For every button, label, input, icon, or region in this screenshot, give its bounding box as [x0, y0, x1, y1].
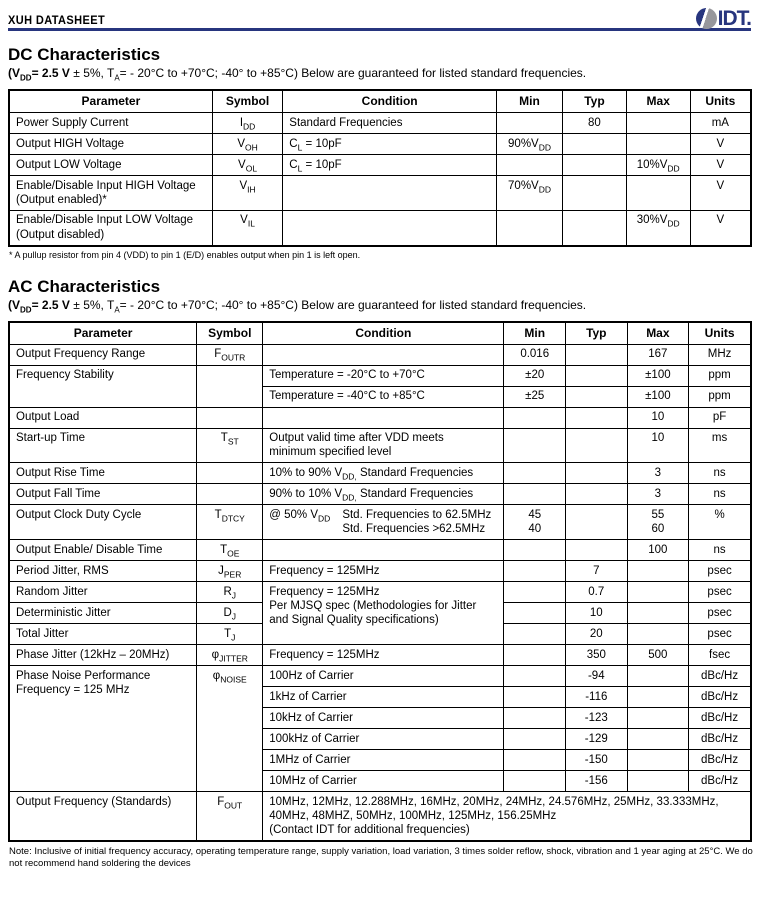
parameter-cell: Start-up Time: [9, 428, 197, 463]
symbol-cell: $F_{OUT}$: [197, 792, 263, 842]
max-cell: 167: [627, 344, 689, 365]
typ-cell: [566, 463, 628, 484]
parameter-cell: Deterministic Jitter: [9, 603, 197, 624]
symbol-cell: $V_{OL}$: [212, 155, 282, 176]
col-parameter: Parameter: [9, 90, 212, 113]
units-cell: ppm: [689, 365, 751, 386]
units-cell: dBc/Hz: [689, 687, 751, 708]
max-cell: [627, 729, 689, 750]
symbol-cell: [197, 463, 263, 484]
typ-cell: 0.7: [566, 582, 628, 603]
condition-cell: 1MHz of Carrier: [263, 750, 504, 771]
min-cell: [504, 428, 566, 463]
units-cell: dBc/Hz: [689, 771, 751, 792]
ac-section-title: AC Characteristics: [8, 276, 161, 296]
condition-cell: [263, 540, 504, 561]
max-cell: [627, 708, 689, 729]
min-cell: [504, 729, 566, 750]
min-cell: ±20: [504, 365, 566, 386]
condition-cell: 10kHz of Carrier: [263, 708, 504, 729]
units-cell: V: [690, 176, 751, 211]
typ-cell: -129: [566, 729, 628, 750]
condition-cell: 10MHz of Carrier: [263, 771, 504, 792]
condition-cell: 100kHz of Carrier: [263, 729, 504, 750]
symbol-cell: [197, 484, 263, 505]
table-row: [9, 582, 751, 603]
typ-cell: -156: [566, 771, 628, 792]
max-cell: [626, 113, 690, 134]
parameter-cell: Output Frequency Range: [9, 344, 197, 365]
max-cell: 3: [627, 484, 689, 505]
condition-cell: [283, 176, 497, 211]
units-cell: dBc/Hz: [689, 666, 751, 687]
idt-logo-icon: [696, 8, 717, 29]
condition-cell: $C_L = 10pF$: [283, 134, 497, 155]
min-cell: [504, 687, 566, 708]
symbol-cell: $\varphi_{JITTER}$: [197, 645, 263, 666]
symbol-cell: $V_{OH}$: [212, 134, 282, 155]
units-cell: ns: [689, 463, 751, 484]
typ-cell: 7: [566, 561, 628, 582]
min-cell: [504, 708, 566, 729]
typ-cell: [563, 155, 627, 176]
col-max: Max: [627, 322, 689, 345]
max-cell: 10: [627, 428, 689, 463]
units-cell: psec: [689, 582, 751, 603]
symbol-cell: [197, 407, 263, 428]
page-header: [8, 8, 751, 31]
min-cell: 45 40: [504, 505, 566, 540]
table-row: [9, 505, 751, 540]
condition-cell: Frequency = 125MHz: [263, 645, 504, 666]
table-row: [9, 484, 751, 505]
dc-section-subtitle: ($V_{DD}= 2.5$ V ± 5%, $T_A= - 20^\circ C$ to +70°C; -40° to +85°C) Below are guaranteed for listed standard frequencies.: [8, 66, 587, 83]
max-cell: $10\%V_{DD}$: [626, 155, 690, 176]
parameter-cell: Phase Jitter (12kHz – 20MHz): [9, 645, 197, 666]
max-cell: 500: [627, 645, 689, 666]
max-cell: 10: [627, 407, 689, 428]
typ-cell: 350: [566, 645, 628, 666]
parameter-cell: Output Fall Time: [9, 484, 197, 505]
document-title: XUH DATASHEET: [8, 14, 106, 28]
condition-cell: 100Hz of Carrier: [263, 666, 504, 687]
col-typ: Typ: [566, 322, 628, 345]
symbol-cell: $D_J$: [197, 603, 263, 624]
parameter-cell: Output Load: [9, 407, 197, 428]
typ-cell: -123: [566, 708, 628, 729]
min-cell: [497, 113, 563, 134]
condition-cell: [263, 505, 504, 540]
condition-cell: Standard Frequencies: [283, 113, 497, 134]
units-cell: dBc/Hz: [689, 708, 751, 729]
table-row: [9, 365, 751, 386]
max-cell: [627, 624, 689, 645]
parameter-cell: Output HIGH Voltage: [9, 134, 212, 155]
units-cell: ms: [689, 428, 751, 463]
condition-cell: 10MHz, 12MHz, 12.288MHz, 16MHz, 20MHz, 24MHz, 24.576MHz, 25MHz, 33.333MHz, 40MHz, 48MHZ, 50MHz, 100MHz, 125MHz, 156.25MHz (Contact IDT for additional frequencies): [263, 792, 751, 842]
max-cell: [626, 134, 690, 155]
condition-cell: $C_L = 10pF$: [283, 155, 497, 176]
parameter-cell: Enable/Disable Input HIGH Voltage (Output enabled)*: [9, 176, 212, 211]
table-row: [9, 210, 751, 245]
table-row: [9, 407, 751, 428]
min-cell: [497, 155, 563, 176]
typ-cell: [566, 365, 628, 386]
min-cell: [504, 750, 566, 771]
table-row: [9, 792, 751, 842]
units-cell: fsec: [689, 645, 751, 666]
col-min: Min: [497, 90, 563, 113]
typ-cell: [566, 407, 628, 428]
symbol-cell: $F_{OUTR}$: [197, 344, 263, 365]
table-row: [9, 428, 751, 463]
max-cell: [627, 582, 689, 603]
min-cell: [504, 540, 566, 561]
typ-cell: [566, 344, 628, 365]
symbol-cell: $T_{DTCY}$: [197, 505, 263, 540]
dc-header-row: [9, 90, 751, 113]
dc-section-title: DC Characteristics: [8, 45, 161, 64]
col-min: Min: [504, 322, 566, 345]
table-row: [9, 540, 751, 561]
col-parameter: Parameter: [9, 322, 197, 345]
parameter-cell: Phase Noise Performance Frequency = 125 MHz: [9, 666, 197, 792]
col-condition: Condition: [263, 322, 504, 345]
typ-cell: [563, 134, 627, 155]
duty-condition-right: Std. Frequencies to 62.5MHz Std. Frequencies >62.5MHz: [342, 508, 492, 536]
table-row: [9, 134, 751, 155]
condition-cell: Temperature = -40°C to +85°C: [263, 386, 504, 407]
parameter-cell: Output Rise Time: [9, 463, 197, 484]
symbol-cell: $J_{PER}$: [197, 561, 263, 582]
typ-cell: 80: [563, 113, 627, 134]
symbol-cell: $T_{ST}$: [197, 428, 263, 463]
min-cell: [497, 210, 563, 245]
parameter-cell: Enable/Disable Input LOW Voltage (Output disabled): [9, 210, 212, 245]
min-cell: [504, 624, 566, 645]
max-cell: 100: [627, 540, 689, 561]
symbol-cell: $\varphi_{NOISE}$: [197, 666, 263, 792]
parameter-cell: Output Enable/ Disable Time: [9, 540, 197, 561]
typ-cell: 10: [566, 603, 628, 624]
min-cell: ±25: [504, 386, 566, 407]
dc-characteristics-table: [8, 89, 752, 247]
symbol-cell: $T_J$: [197, 624, 263, 645]
max-cell: 55 60: [627, 505, 689, 540]
ac-characteristics-table: [8, 321, 752, 843]
condition-cell: Frequency = 125MHz Per MJSQ spec (Methodologies for Jitter and Signal Quality specifications): [263, 582, 504, 645]
max-cell: ±100: [627, 386, 689, 407]
min-cell: [504, 645, 566, 666]
units-cell: psec: [689, 624, 751, 645]
max-cell: 3: [627, 463, 689, 484]
min-cell: [504, 463, 566, 484]
col-symbol: Symbol: [197, 322, 263, 345]
condition-cell: [263, 344, 504, 365]
col-max: Max: [626, 90, 690, 113]
units-cell: ppm: [689, 386, 751, 407]
max-cell: $30\%V_{DD}$: [626, 210, 690, 245]
min-cell: $70\%V_{DD}$: [497, 176, 563, 211]
min-cell: [504, 484, 566, 505]
duty-condition-left: @ 50% $V_{DD}$: [269, 508, 331, 524]
typ-cell: [566, 484, 628, 505]
ac-section-subtitle: ($V_{DD}= 2.5$ V ± 5%, $T_A= - 20^\circ C$ to +70°C; -40° to +85°C) Below are guaranteed for listed standard frequencies.: [8, 297, 587, 314]
max-cell: [627, 561, 689, 582]
table-row: [9, 666, 751, 687]
condition-cell: Frequency = 125MHz: [263, 561, 504, 582]
max-cell: [627, 771, 689, 792]
max-cell: ±100: [627, 365, 689, 386]
table-row: [9, 561, 751, 582]
typ-cell: 20: [566, 624, 628, 645]
min-cell: 0.016: [504, 344, 566, 365]
min-cell: $90\%V_{DD}$: [497, 134, 563, 155]
max-cell: [627, 687, 689, 708]
typ-cell: [566, 386, 628, 407]
table-row: [9, 176, 751, 211]
units-cell: pF: [689, 407, 751, 428]
min-cell: [504, 603, 566, 624]
table-row: [9, 113, 751, 134]
col-units: Units: [689, 322, 751, 345]
units-cell: psec: [689, 561, 751, 582]
units-cell: V: [690, 155, 751, 176]
condition-cell: Output valid time after VDD meets minimum specified level: [263, 428, 504, 463]
typ-cell: -116: [566, 687, 628, 708]
condition-cell: 1kHz of Carrier: [263, 687, 504, 708]
units-cell: V: [690, 210, 751, 245]
symbol-cell: $V_{IL}$: [212, 210, 282, 245]
units-cell: %: [689, 505, 751, 540]
col-symbol: Symbol: [212, 90, 282, 113]
min-cell: [504, 407, 566, 428]
max-cell: [627, 750, 689, 771]
symbol-cell: $V_{IH}$: [212, 176, 282, 211]
units-cell: ns: [689, 540, 751, 561]
parameter-cell: Period Jitter, RMS: [9, 561, 197, 582]
idt-logo-text: IDT.: [717, 7, 751, 30]
typ-cell: -94: [566, 666, 628, 687]
typ-cell: [563, 176, 627, 211]
parameter-cell: Output Clock Duty Cycle: [9, 505, 197, 540]
parameter-cell: Total Jitter: [9, 624, 197, 645]
symbol-cell: [197, 365, 263, 407]
typ-cell: [566, 540, 628, 561]
symbol-cell: $R_J$: [197, 582, 263, 603]
parameter-cell: Frequency Stability: [9, 365, 197, 407]
ac-header-row: [9, 322, 751, 345]
symbol-cell: $I_{DD}$: [212, 113, 282, 134]
parameter-cell: Power Supply Current: [9, 113, 212, 134]
min-cell: [504, 666, 566, 687]
condition-cell: 90% to 10% $V_{DD,}$ Standard Frequencies: [263, 484, 504, 505]
parameter-cell: Random Jitter: [9, 582, 197, 603]
parameter-cell: Output LOW Voltage: [9, 155, 212, 176]
min-cell: [504, 561, 566, 582]
min-cell: [504, 771, 566, 792]
col-typ: Typ: [563, 90, 627, 113]
units-cell: mA: [690, 113, 751, 134]
typ-cell: [566, 428, 628, 463]
symbol-cell: $T_{OE}$: [197, 540, 263, 561]
condition-cell: 10% to 90% $V_{DD,}$ Standard Frequencies: [263, 463, 504, 484]
table-row: [9, 155, 751, 176]
typ-cell: -150: [566, 750, 628, 771]
max-cell: [627, 603, 689, 624]
table-row: [9, 645, 751, 666]
parameter-cell: Output Frequency (Standards): [9, 792, 197, 842]
idt-logo: [696, 8, 751, 29]
units-cell: ns: [689, 484, 751, 505]
min-cell: [504, 582, 566, 603]
units-cell: MHz: [689, 344, 751, 365]
units-cell: psec: [689, 603, 751, 624]
units-cell: dBc/Hz: [689, 750, 751, 771]
condition-cell: [283, 210, 497, 245]
table-row: [9, 344, 751, 365]
condition-cell: [263, 407, 504, 428]
col-units: Units: [690, 90, 751, 113]
dc-footnote: * A pullup resistor from pin 4 (VDD) to pin 1 (E/D) enables output when pin 1 is left open.: [9, 249, 361, 260]
ac-note: Note: Inclusive of initial frequency accuracy, operating temperature range, supply variation, load variation, 3 times solder reflow, shock, vibration and 1 year aging at 25°C. We do not recommend hand soldering the devices: [9, 846, 753, 869]
units-cell: V: [690, 134, 751, 155]
col-condition: Condition: [283, 90, 497, 113]
units-cell: dBc/Hz: [689, 729, 751, 750]
max-cell: [627, 666, 689, 687]
condition-cell: Temperature = -20°C to +70°C: [263, 365, 504, 386]
table-row: [9, 463, 751, 484]
max-cell: [626, 176, 690, 211]
typ-cell: [566, 505, 628, 540]
typ-cell: [563, 210, 627, 245]
